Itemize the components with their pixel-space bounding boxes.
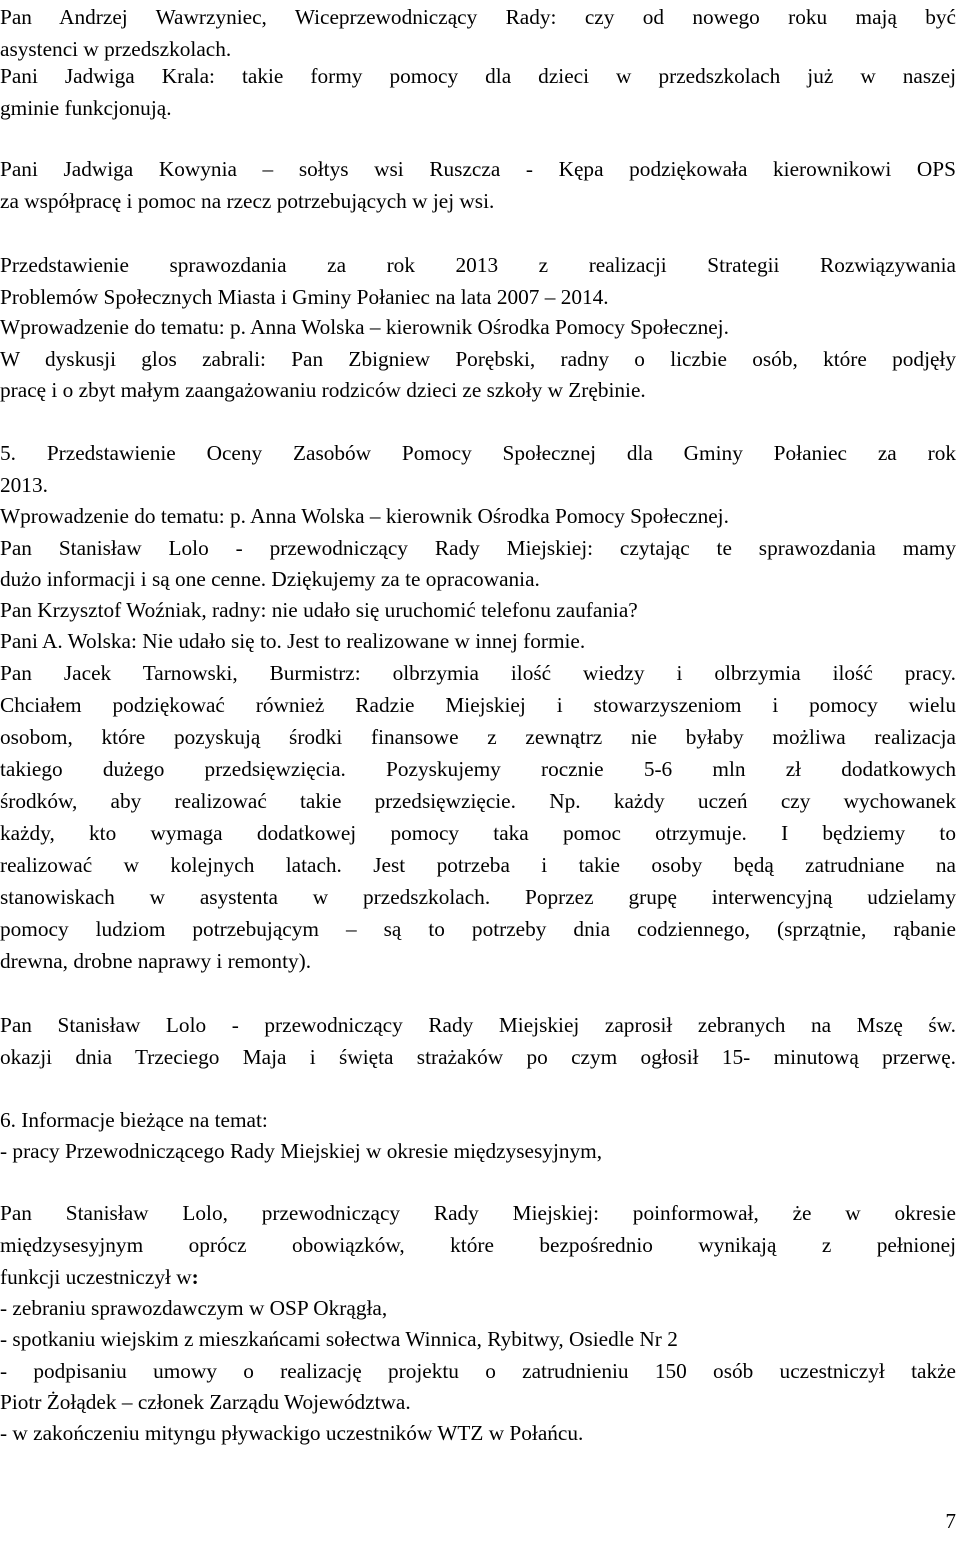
text-line: W dyskusji glos zabrali: Pan Zbigniew Porębski, radny o liczbie osób, które podjęły — [0, 347, 956, 371]
text-line-main: funkcji uczestniczył w — [0, 1265, 192, 1289]
text-line: osobom, które pozyskują środki finansowe z zewnątrz nie byłaby możliwa realizacja — [0, 725, 956, 749]
text-line: Chciałem podziękować również Radzie Miejskiej i stowarzyszeniom i pomocy wielu — [0, 693, 956, 717]
text-line: Pani Jadwiga Kowynia – sołtys wsi Ruszcza - Kępa podziękowała kierownikowi OPS — [0, 157, 956, 181]
text-line: Pani A. Wolska: Nie udało się to. Jest to realizowane w innej formie. — [0, 629, 586, 653]
text-line: środków, aby realizować takie przedsięwzięcie. Np. każdy uczeń czy wychowanek — [0, 789, 956, 813]
text-line: Pan Stanisław Lolo - przewodniczący Rady Miejskiej zaprosił zebranych na Mszę św. — [0, 1013, 956, 1037]
list-item: - zebraniu sprawozdawczym w OSP Okrągła, — [0, 1296, 388, 1320]
list-item: - podpisaniu umowy o realizację projektu o zatrudnieniu 150 osób uczestniczył także — [0, 1359, 956, 1383]
text-line: - pracy Przewodniczącego Rady Miejskiej w okresie międzysesyjnym, — [0, 1139, 603, 1163]
list-item: - spotkaniu wiejskim z mieszkańcami sołectwa Winnica, Rybitwy, Osiedle Nr 2 — [0, 1327, 678, 1351]
text-line: 6. Informacje bieżące na temat: — [0, 1108, 268, 1132]
text-line: Piotr Żołądek – członek Zarządu Województwa. — [0, 1390, 411, 1414]
page-number: 7 — [945, 1509, 956, 1533]
text-line: gminie funkcjonują. — [0, 96, 172, 120]
text-line: Pan Andrzej Wawrzyniec, Wiceprzewodniczący Rady: czy od nowego roku mają być — [0, 5, 956, 29]
text-line: realizować w kolejnych latach. Jest potrzeba i takie osoby będą zatrudniane na — [0, 853, 956, 877]
text-line: Pan Krzysztof Woźniak, radny: nie udało się uruchomić telefonu zaufania? — [0, 598, 638, 622]
text-line: Przedstawienie sprawozdania za rok 2013 z realizacji Strategii Rozwiązywania — [0, 253, 956, 277]
text-line: 5. Przedstawienie Oceny Zasobów Pomocy Społecznej dla Gminy Połaniec za rok — [0, 441, 956, 465]
text-line: stanowiskach w asystenta w przedszkolach. Poprzez grupę interwencyjną udzielamy — [0, 885, 956, 909]
text-line: takiego dużego przedsięwzięcia. Pozyskujemy rocznie 5-6 mln zł dodatkowych — [0, 757, 956, 781]
text-line: za współpracę i pomoc na rzecz potrzebujących w jej wsi. — [0, 189, 495, 213]
text-line: dużo informacji i są one cenne. Dziękujemy za te opracowania. — [0, 567, 540, 591]
text-line: okazji dnia Trzeciego Maja i święta strażaków po czym ogłosił 15- minutową przerwę. — [0, 1045, 956, 1069]
text-line: pracę i o zbyt małym zaangażowaniu rodziców dzieci ze szkoły w Zrębinie. — [0, 378, 646, 402]
text-line — [0, 1264, 956, 1290]
bold-colon: : — [191, 1265, 199, 1289]
text-line: Pan Jacek Tarnowski, Burmistrz: olbrzymia ilość wiedzy i olbrzymia ilość pracy. — [0, 661, 956, 685]
text-line: pomocy ludziom potrzebującym – są to potrzeby dnia codziennego, (sprzątnie, rąbanie — [0, 917, 956, 941]
text-line: Pani Jadwiga Krala: takie formy pomocy dla dzieci w przedszkolach już w naszej — [0, 64, 956, 88]
text-line: Wprowadzenie do tematu: p. Anna Wolska – kierownik Ośrodka Pomocy Społecznej. — [0, 504, 729, 528]
text-line: międzysesyjnym oprócz obowiązków, które bezpośrednio wynikają z pełnionej — [0, 1233, 956, 1257]
text-line: Problemów Społecznych Miasta i Gminy Połaniec na lata 2007 – 2014. — [0, 285, 609, 309]
text-line: Wprowadzenie do tematu: p. Anna Wolska – kierownik Ośrodka Pomocy Społecznej. — [0, 315, 729, 339]
text-line: asystenci w przedszkolach. — [0, 37, 232, 61]
text-line: 2013. — [0, 473, 48, 497]
text-line: drewna, drobne naprawy i remonty). — [0, 949, 312, 973]
text-line: każdy, kto wymaga dodatkowej pomocy taka pomoc otrzymuje. I będziemy to — [0, 821, 956, 845]
text-line: Pan Stanisław Lolo - przewodniczący Rady Miejskiej: czytając te sprawozdania mamy — [0, 536, 956, 560]
text-line: Pan Stanisław Lolo, przewodniczący Rady Miejskiej: poinformował, że w okresie — [0, 1201, 956, 1225]
list-item: - w zakończeniu mityngu pływackigo uczestników WTZ w Połańcu. — [0, 1421, 584, 1445]
